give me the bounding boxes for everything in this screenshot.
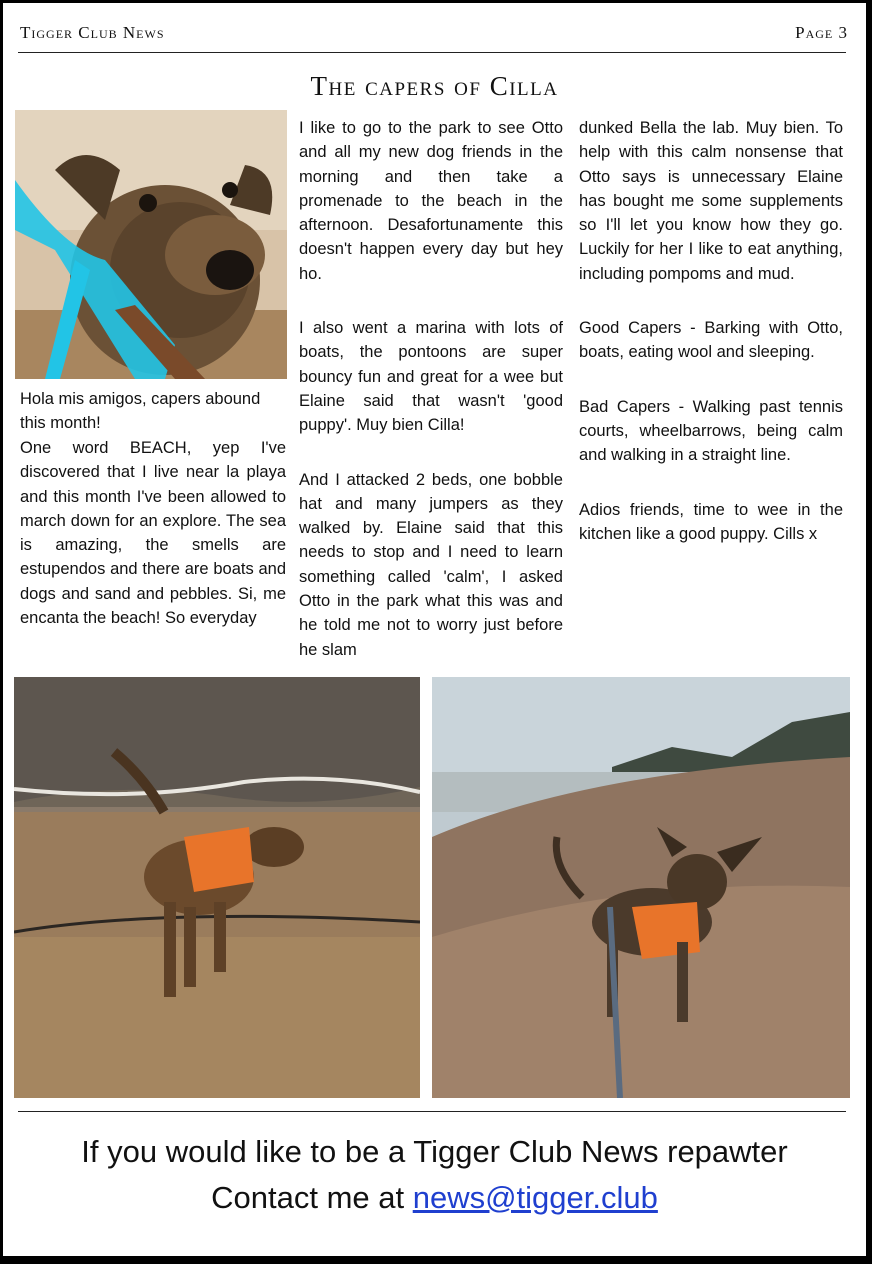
dog-pebble-beach-photo <box>432 677 850 1098</box>
paragraph: Good Capers - Barking with Otto, boats, eating wool and sleeping. <box>579 319 843 362</box>
footer-invite: If you would like to be a Tigger Club News repawter <box>81 1134 788 1169</box>
page-number: Page 3 <box>795 23 848 42</box>
dog-shoreline-photo <box>14 677 420 1098</box>
dog-portrait-photo <box>15 110 287 379</box>
paragraph: One word BEACH, yep I've discovered that I live near la playa and this month I've been allowed to march down for an explore. The sea is amazing, the smells are estupendos and there are boats and dogs and sand and pebbles. Si, me encanta the beach! So everyday <box>20 439 286 628</box>
paragraph: Adios friends, time to wee in the kitchen like a good puppy. Cills x <box>579 500 843 543</box>
contact-prefix: Contact me at <box>211 1180 413 1215</box>
paragraph: Bad Capers - Walking past tennis courts, wheelbarrows, being calm and walking in a straight line. <box>579 397 843 465</box>
paragraph: And I attacked 2 beds, one bobble hat and many jumpers as they walked by. Elaine said that this needs to stop and I need to learn something called 'calm', I asked Otto in the park what this was and he told me not to worry just before he slam <box>299 470 563 659</box>
footer-rule <box>18 1111 846 1112</box>
newsletter-name: Tigger Club News <box>20 23 165 42</box>
column-1 <box>20 436 286 660</box>
footer-contact <box>3 1180 866 1216</box>
newsletter-page <box>3 3 866 1256</box>
column-2 <box>299 116 563 692</box>
article-title: The capers of Cilla <box>310 71 559 101</box>
photo-caption: Hola mis amigos, capers abound this month! <box>20 390 261 432</box>
paragraph: I like to go to the park to see Otto and all my new dog friends in the morning and then take a promenade to the beach in the afternoon. Desafortunamente this doesn't happen every day but hey ho. <box>299 119 563 283</box>
header-rule <box>18 52 846 53</box>
paragraph: I also went a marina with lots of boats, the pontoons are super bouncy fun and great for a wee but Elaine said that wasn't 'good puppy'. Muy bien Cilla! <box>299 319 563 435</box>
column-3 <box>579 116 843 576</box>
paragraph: dunked Bella the lab. Muy bien. To help with this calm nonsense that Otto says is unnecessary Elaine has bought me some supplements so I'll let you know how they go. Luckily for her I like to eat anything, including pompoms and mud. <box>579 119 843 283</box>
email-link[interactable]: news@tigger.club <box>412 1180 658 1215</box>
